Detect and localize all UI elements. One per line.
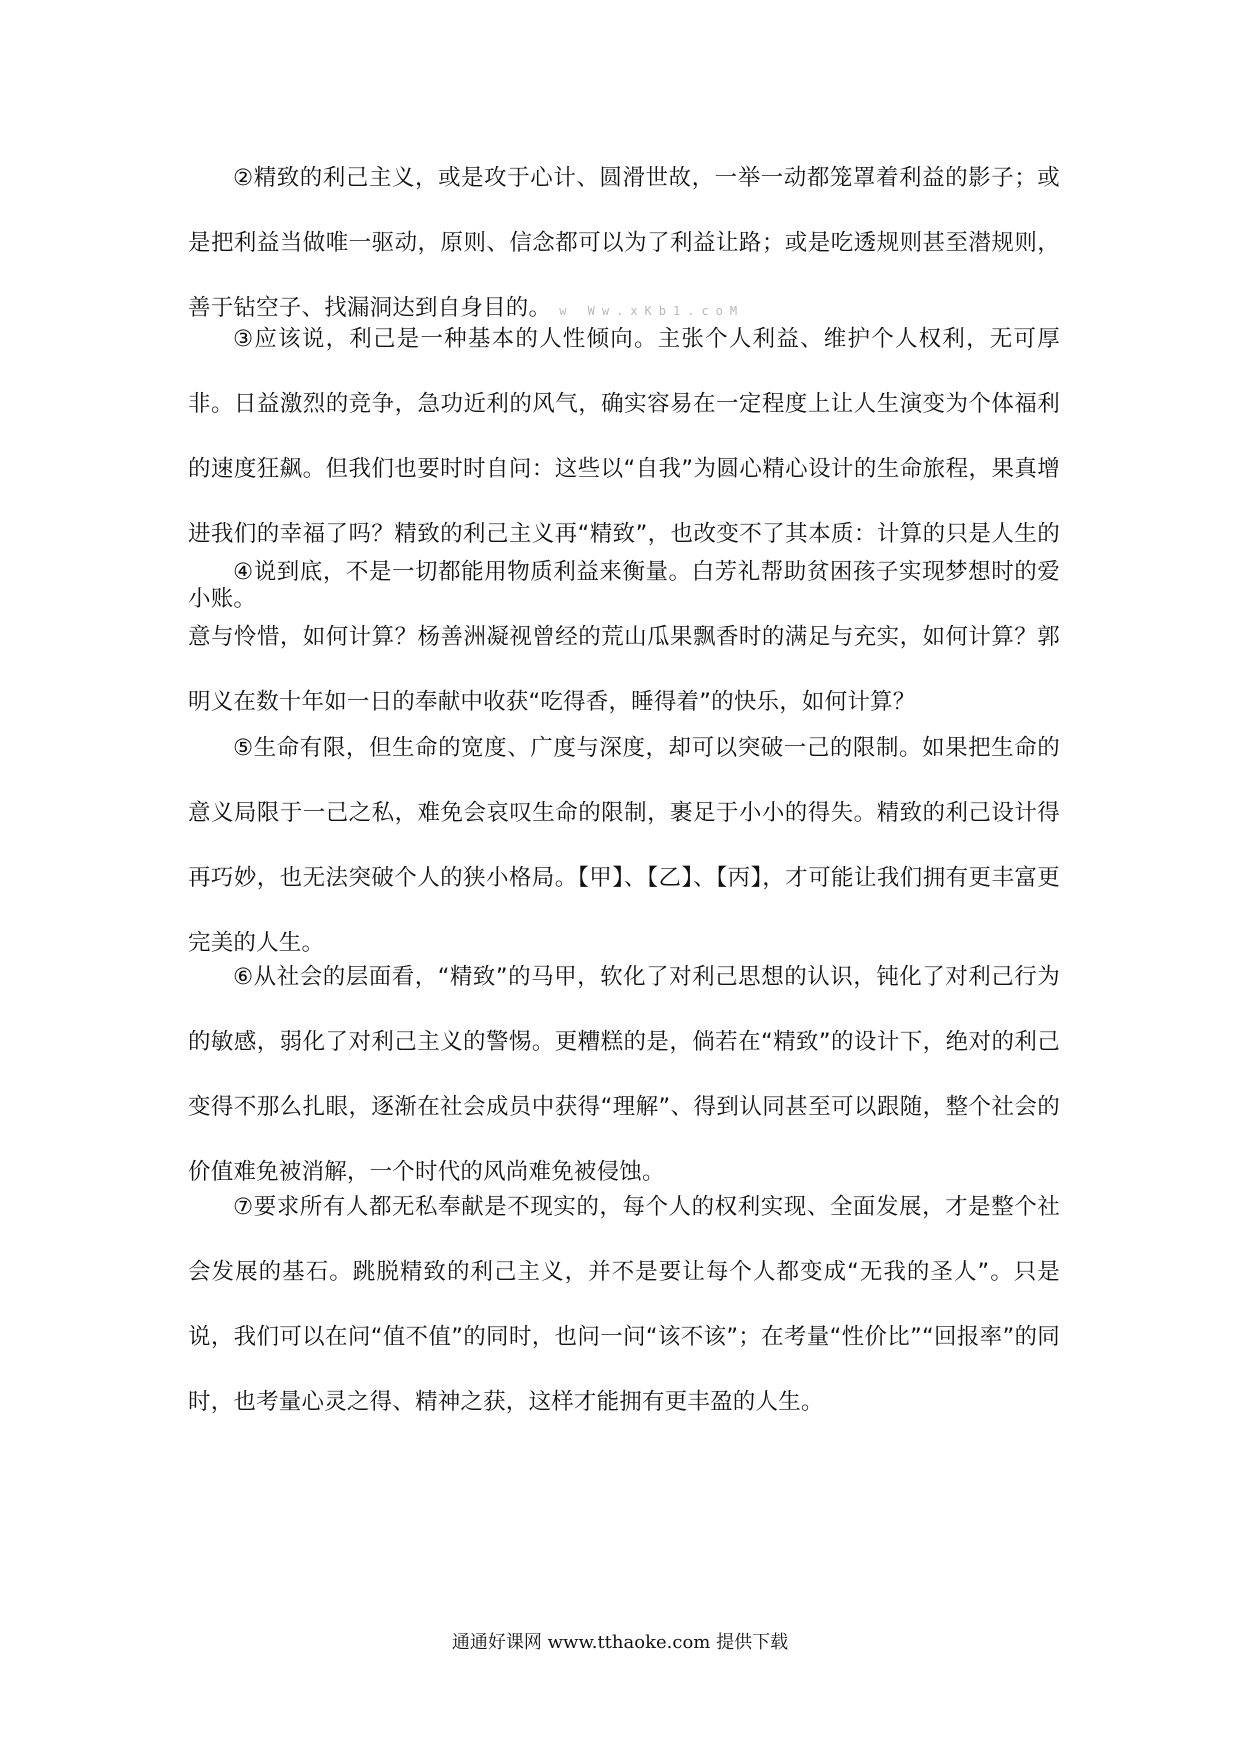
paragraph-3: ③应该说，利己是一种基本的人性倾向。主张个人利益、维护个人权利，无可厚非。日益激烈的竞争，急功近利的风气，确实容易在一定程度上让人生演变为个体福利的速度狂飙。但我们也要时时自问：这些以“自我”为圆心精心设计的生命旅程，果真增进我们的幸福了吗？精致的利己主义再“精致”，也改变不了其本质：计算的只是人生的小账。 bbox=[188, 326, 1060, 612]
paragraph-7: ⑦要求所有人都无私奉献是不现实的，每个人的权利实现、全面发展，才是整个社会发展的基石。跳脱精致的利己主义，并不是要让每个人都变成“无我的圣人”。只是说，我们可以在问“值不值”的同时，也问一问“该不该”；在考量“性价比”“回报率”的同时，也考量心灵之得、精神之获，这样才能拥有更丰盈的人生。 bbox=[188, 1194, 1060, 1415]
page-footer: 通通好课网 www.tthaoke.com 提供下载 bbox=[451, 1632, 789, 1653]
paragraph-6: ⑥从社会的层面看，“精致”的马甲，软化了对利己思想的认识，钝化了对利己行为的敏感，弱化了对利己主义的警惕。更糟糕的是，倘若在“精致”的设计下，绝对的利己变得不那么扎眼，逐渐在社会成员中获得“理解”、得到认同甚至可以跟随，整个社会的价值难免被消解，一个时代的风尚难免被侵蚀。 bbox=[188, 964, 1060, 1185]
paragraph-4: ④说到底，不是一切都能用物质利益来衡量。白芳礼帮助贫困孩子实现梦想时的爱意与怜惜，如何计算？杨善洲凝视曾经的荒山瓜果飘香时的满足与充实，如何计算？郭明义在数十年如一日的奉献中收获“吃得香，睡得着”的快乐，如何计算？ bbox=[188, 559, 1060, 715]
watermark: w Ww.xKb1.coM bbox=[559, 304, 745, 318]
paragraph-2-text: ②精致的利己主义，或是攻于心计、圆滑世故，一举一动都笼罩着利益的影子；或是把利益当做唯一驱动，原则、信念都可以为了利益让路；或是吃透规则甚至潜规则，善于钻空子、找漏洞达到自身目的。 bbox=[188, 165, 1060, 321]
paragraph-5: ⑤生命有限，但生命的宽度、广度与深度，却可以突破一己的限制。如果把生命的意义局限于一己之私，难免会哀叹生命的限制，裹足于小小的得失。精致的利己设计得再巧妙，也无法突破个人的狭小格局。【甲】、【乙】、【丙】，才可能让我们拥有更丰富更完美的人生。 bbox=[188, 735, 1060, 956]
